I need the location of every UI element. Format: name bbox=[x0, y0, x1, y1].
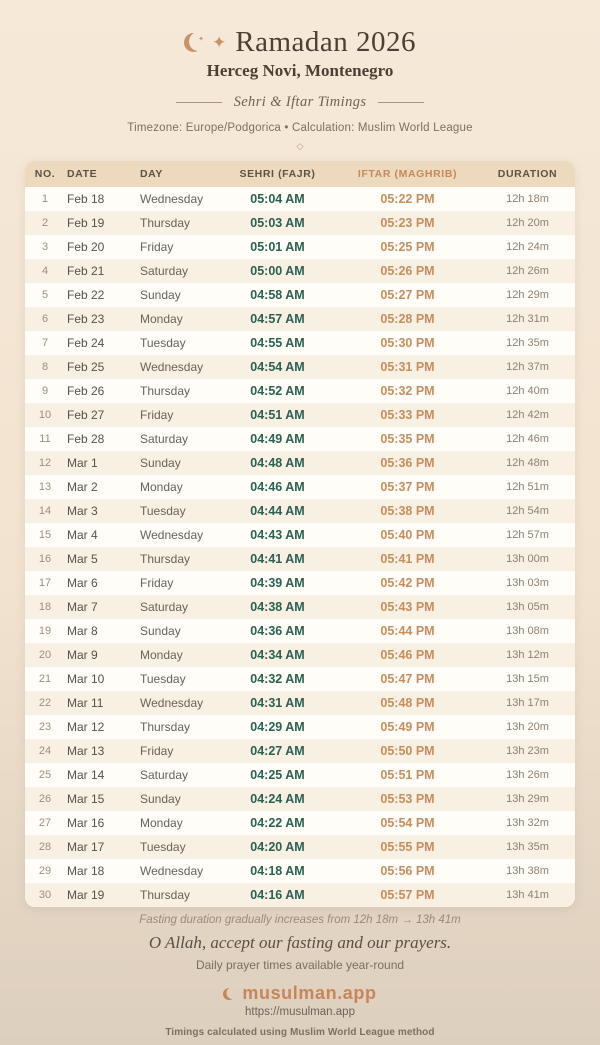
iftar-time-cell: 05:36 PM bbox=[380, 456, 435, 470]
table-row bbox=[25, 883, 575, 907]
row-number-cell: 17 bbox=[38, 577, 52, 589]
date-cell: Mar 3 bbox=[67, 504, 98, 518]
date-cell: Feb 22 bbox=[67, 288, 105, 302]
table-row bbox=[25, 451, 575, 475]
sehri-time-cell: 05:03 AM bbox=[250, 216, 305, 230]
duration-cell: 13h 35m bbox=[506, 841, 549, 853]
row-number-cell: 3 bbox=[41, 241, 49, 253]
iftar-time-cell: 05:56 PM bbox=[380, 864, 435, 878]
table-row bbox=[25, 379, 575, 403]
duration-cell: 12h 42m bbox=[506, 409, 549, 421]
table-row bbox=[25, 739, 575, 763]
iftar-time-cell: 05:47 PM bbox=[380, 672, 435, 686]
day-cell: Wednesday bbox=[140, 192, 204, 206]
day-cell: Saturday bbox=[140, 432, 189, 446]
sehri-time-cell: 05:04 AM bbox=[250, 192, 305, 206]
sehri-time-cell: 04:24 AM bbox=[250, 792, 305, 806]
table-row bbox=[25, 211, 575, 235]
date-cell: Mar 13 bbox=[67, 744, 105, 758]
row-number-cell: 5 bbox=[41, 289, 49, 301]
table-row bbox=[25, 187, 575, 211]
date-cell: Mar 7 bbox=[67, 600, 98, 614]
column-header-sehri: SEHRI (FAJR) bbox=[239, 168, 316, 180]
table-row bbox=[25, 691, 575, 715]
date-cell: Mar 2 bbox=[67, 480, 98, 494]
iftar-time-cell: 05:32 PM bbox=[380, 384, 435, 398]
table-row bbox=[25, 571, 575, 595]
table-row bbox=[25, 859, 575, 883]
date-cell: Feb 25 bbox=[67, 360, 105, 374]
sehri-time-cell: 04:25 AM bbox=[250, 768, 305, 782]
row-number-cell: 14 bbox=[38, 505, 52, 517]
availability-note: Daily prayer times available year-round bbox=[195, 958, 405, 972]
table-row bbox=[25, 331, 575, 355]
location-subtitle: Herceg Novi, Montenegro bbox=[206, 61, 394, 80]
duration-cell: 13h 17m bbox=[506, 697, 549, 709]
brand-crescent-icon bbox=[223, 988, 235, 1000]
sehri-time-cell: 04:51 AM bbox=[250, 408, 305, 422]
sehri-time-cell: 04:31 AM bbox=[250, 696, 305, 710]
iftar-time-cell: 05:51 PM bbox=[380, 768, 435, 782]
duration-cell: 13h 05m bbox=[506, 601, 549, 613]
day-cell: Friday bbox=[140, 240, 174, 254]
day-cell: Saturday bbox=[140, 768, 189, 782]
duration-cell: 13h 41m bbox=[506, 889, 549, 901]
table-row bbox=[25, 667, 575, 691]
duration-cell: 13h 15m bbox=[506, 673, 549, 685]
date-cell: Mar 8 bbox=[67, 624, 98, 638]
day-cell: Thursday bbox=[140, 384, 191, 398]
column-header-duration: DURATION bbox=[497, 168, 558, 180]
table-row bbox=[25, 283, 575, 307]
column-header-no: NO. bbox=[34, 168, 56, 180]
calculation-method-note: Timings calculated using Muslim World League method bbox=[165, 1027, 435, 1038]
sehri-time-cell: 04:41 AM bbox=[250, 552, 305, 566]
table-header-row bbox=[25, 161, 575, 187]
row-number-cell: 25 bbox=[38, 769, 52, 781]
duration-cell: 12h 54m bbox=[506, 505, 549, 517]
iftar-time-cell: 05:40 PM bbox=[380, 528, 435, 542]
day-cell: Thursday bbox=[140, 888, 191, 902]
date-cell: Mar 18 bbox=[67, 864, 105, 878]
day-cell: Friday bbox=[140, 744, 174, 758]
date-cell: Feb 27 bbox=[67, 408, 105, 422]
day-cell: Thursday bbox=[140, 216, 191, 230]
row-number-cell: 24 bbox=[38, 745, 52, 757]
table-row bbox=[25, 763, 575, 787]
date-cell: Mar 9 bbox=[67, 648, 98, 662]
date-cell: Feb 28 bbox=[67, 432, 105, 446]
sehri-time-cell: 04:43 AM bbox=[250, 528, 305, 542]
row-number-cell: 13 bbox=[38, 481, 52, 493]
table-row bbox=[25, 811, 575, 835]
row-number-cell: 26 bbox=[38, 793, 52, 805]
duration-cell: 12h 29m bbox=[506, 289, 549, 301]
row-number-cell: 12 bbox=[38, 457, 52, 469]
page-header bbox=[0, 24, 600, 60]
row-number-cell: 4 bbox=[41, 265, 49, 277]
table-row bbox=[25, 523, 575, 547]
day-cell: Sunday bbox=[140, 792, 181, 806]
iftar-time-cell: 05:38 PM bbox=[380, 504, 435, 518]
duration-cell: 12h 26m bbox=[506, 265, 549, 277]
row-number-cell: 28 bbox=[38, 841, 52, 853]
duration-cell: 12h 46m bbox=[506, 433, 549, 445]
sehri-time-cell: 05:01 AM bbox=[250, 240, 305, 254]
sehri-time-cell: 04:44 AM bbox=[250, 504, 305, 518]
sehri-time-cell: 04:39 AM bbox=[250, 576, 305, 590]
iftar-time-cell: 05:41 PM bbox=[380, 552, 435, 566]
brand-row[interactable] bbox=[0, 983, 600, 1004]
row-number-cell: 19 bbox=[38, 625, 52, 637]
date-cell: Mar 4 bbox=[67, 528, 98, 542]
row-number-cell: 6 bbox=[41, 313, 49, 325]
duration-cell: 13h 32m bbox=[506, 817, 549, 829]
sehri-time-cell: 04:20 AM bbox=[250, 840, 305, 854]
sehri-time-cell: 04:27 AM bbox=[250, 744, 305, 758]
duration-cell: 12h 51m bbox=[506, 481, 549, 493]
table-row bbox=[25, 427, 575, 451]
duration-cell: 13h 20m bbox=[506, 721, 549, 733]
sehri-time-cell: 04:58 AM bbox=[250, 288, 305, 302]
day-cell: Monday bbox=[140, 816, 183, 830]
date-cell: Mar 11 bbox=[67, 696, 104, 710]
iftar-time-cell: 05:27 PM bbox=[380, 288, 435, 302]
sehri-time-cell: 04:34 AM bbox=[250, 648, 305, 662]
day-cell: Monday bbox=[140, 648, 183, 662]
iftar-time-cell: 05:22 PM bbox=[380, 192, 435, 206]
row-number-cell: 16 bbox=[38, 553, 52, 565]
crescent-moon-icon bbox=[184, 33, 203, 52]
table-row bbox=[25, 403, 575, 427]
decorative-line-left bbox=[176, 102, 222, 103]
date-cell: Feb 18 bbox=[67, 192, 105, 206]
day-cell: Wednesday bbox=[140, 360, 204, 374]
iftar-time-cell: 05:48 PM bbox=[380, 696, 435, 710]
timings-subtitle: Sehri & Iftar Timings bbox=[233, 94, 367, 110]
day-cell: Tuesday bbox=[140, 504, 186, 518]
date-cell: Mar 1 bbox=[67, 456, 98, 470]
row-number-cell: 18 bbox=[38, 601, 52, 613]
day-cell: Tuesday bbox=[140, 336, 186, 350]
duration-cell: 12h 48m bbox=[506, 457, 549, 469]
row-number-cell: 27 bbox=[38, 817, 52, 829]
table-row bbox=[25, 547, 575, 571]
date-cell: Feb 21 bbox=[67, 264, 105, 278]
iftar-time-cell: 05:23 PM bbox=[380, 216, 435, 230]
table-row bbox=[25, 787, 575, 811]
row-number-cell: 11 bbox=[39, 433, 51, 445]
sehri-time-cell: 04:52 AM bbox=[250, 384, 305, 398]
iftar-time-cell: 05:57 PM bbox=[380, 888, 435, 902]
sehri-time-cell: 04:38 AM bbox=[250, 600, 305, 614]
sehri-time-cell: 04:57 AM bbox=[250, 312, 305, 326]
page-title: Ramadan 2026 bbox=[235, 25, 416, 58]
diamond-separator-icon: ◇ bbox=[296, 141, 304, 151]
timings-table-card bbox=[25, 161, 575, 907]
row-number-cell: 8 bbox=[41, 361, 49, 373]
iftar-time-cell: 05:31 PM bbox=[380, 360, 435, 374]
day-cell: Wednesday bbox=[140, 696, 204, 710]
duration-cell: 12h 20m bbox=[506, 217, 549, 229]
table-row bbox=[25, 355, 575, 379]
sehri-time-cell: 05:00 AM bbox=[250, 264, 305, 278]
duration-cell: 13h 00m bbox=[506, 553, 549, 565]
day-cell: Tuesday bbox=[140, 672, 186, 686]
row-number-cell: 7 bbox=[41, 337, 49, 349]
day-cell: Wednesday bbox=[140, 528, 204, 542]
row-number-cell: 9 bbox=[41, 385, 49, 397]
iftar-time-cell: 05:49 PM bbox=[380, 720, 435, 734]
iftar-time-cell: 05:42 PM bbox=[380, 576, 435, 590]
iftar-time-cell: 05:33 PM bbox=[380, 408, 435, 422]
day-cell: Monday bbox=[140, 312, 183, 326]
row-number-cell: 21 bbox=[38, 673, 52, 685]
day-cell: Sunday bbox=[140, 288, 181, 302]
fasting-duration-note: Fasting duration gradually increases from 12h 18m → 13h 41m bbox=[139, 914, 461, 926]
row-number-cell: 1 bbox=[41, 193, 49, 205]
brand-name[interactable]: musulman.app bbox=[242, 983, 377, 1003]
timings-body bbox=[25, 187, 575, 907]
date-cell: Feb 19 bbox=[67, 216, 105, 230]
day-cell: Sunday bbox=[140, 456, 181, 470]
dua-quote: O Allah, accept our fasting and our prayers. bbox=[148, 933, 452, 952]
duration-cell: 13h 08m bbox=[506, 625, 549, 637]
row-number-cell: 10 bbox=[38, 409, 52, 421]
timings-subtitle-row bbox=[0, 94, 600, 111]
duration-cell: 13h 29m bbox=[506, 793, 549, 805]
duration-cell: 13h 38m bbox=[506, 865, 549, 877]
day-cell: Thursday bbox=[140, 552, 191, 566]
iftar-time-cell: 05:37 PM bbox=[380, 480, 435, 494]
table-row bbox=[25, 235, 575, 259]
duration-cell: 12h 18m bbox=[506, 193, 549, 205]
column-header-day: DAY bbox=[140, 168, 164, 180]
day-cell: Tuesday bbox=[140, 840, 186, 854]
decorative-line-right bbox=[378, 102, 424, 103]
sehri-time-cell: 04:36 AM bbox=[250, 624, 305, 638]
row-number-cell: 30 bbox=[38, 889, 52, 901]
column-header-iftar: IFTAR (MAGHRIB) bbox=[357, 168, 458, 180]
sehri-time-cell: 04:46 AM bbox=[250, 480, 305, 494]
timezone-calculation-meta: Timezone: Europe/Podgorica • Calculation: Muslim World League bbox=[127, 122, 473, 134]
day-cell: Monday bbox=[140, 480, 183, 494]
date-cell: Mar 17 bbox=[67, 840, 105, 854]
date-cell: Feb 20 bbox=[67, 240, 105, 254]
date-cell: Mar 10 bbox=[67, 672, 105, 686]
date-cell: Mar 14 bbox=[67, 768, 105, 782]
table-row bbox=[25, 307, 575, 331]
duration-cell: 13h 03m bbox=[506, 577, 549, 589]
table-row bbox=[25, 715, 575, 739]
brand-url[interactable]: https://musulman.app bbox=[245, 1006, 355, 1018]
day-cell: Friday bbox=[140, 408, 174, 422]
iftar-time-cell: 05:26 PM bbox=[380, 264, 435, 278]
date-cell: Mar 6 bbox=[67, 576, 98, 590]
date-cell: Feb 24 bbox=[67, 336, 105, 350]
table-row bbox=[25, 499, 575, 523]
sehri-time-cell: 04:16 AM bbox=[250, 888, 305, 902]
duration-cell: 12h 37m bbox=[506, 361, 549, 373]
row-number-cell: 29 bbox=[38, 865, 52, 877]
duration-cell: 13h 23m bbox=[506, 745, 549, 757]
sehri-time-cell: 04:49 AM bbox=[250, 432, 305, 446]
sehri-time-cell: 04:55 AM bbox=[250, 336, 305, 350]
sehri-time-cell: 04:54 AM bbox=[250, 360, 305, 374]
table-row bbox=[25, 475, 575, 499]
day-cell: Friday bbox=[140, 576, 174, 590]
table-row bbox=[25, 643, 575, 667]
day-cell: Wednesday bbox=[140, 864, 204, 878]
column-header-date: DATE bbox=[67, 168, 98, 180]
iftar-time-cell: 05:53 PM bbox=[380, 792, 435, 806]
duration-cell: 12h 31m bbox=[506, 313, 549, 325]
iftar-time-cell: 05:55 PM bbox=[380, 840, 435, 854]
date-cell: Feb 26 bbox=[67, 384, 105, 398]
duration-cell: 13h 12m bbox=[506, 649, 549, 661]
duration-cell: 12h 40m bbox=[506, 385, 549, 397]
table-row bbox=[25, 595, 575, 619]
day-cell: Saturday bbox=[140, 264, 189, 278]
sehri-time-cell: 04:48 AM bbox=[250, 456, 305, 470]
duration-cell: 13h 26m bbox=[506, 769, 549, 781]
iftar-time-cell: 05:44 PM bbox=[380, 624, 435, 638]
table-row bbox=[25, 259, 575, 283]
row-number-cell: 23 bbox=[38, 721, 52, 733]
sparkle-star-icon: ✦ bbox=[211, 32, 227, 52]
date-cell: Mar 12 bbox=[67, 720, 105, 734]
sehri-time-cell: 04:29 AM bbox=[250, 720, 305, 734]
table-row bbox=[25, 619, 575, 643]
iftar-time-cell: 05:35 PM bbox=[380, 432, 435, 446]
sehri-time-cell: 04:32 AM bbox=[250, 672, 305, 686]
date-cell: Feb 23 bbox=[67, 312, 105, 326]
duration-cell: 12h 35m bbox=[506, 337, 549, 349]
iftar-time-cell: 05:54 PM bbox=[380, 816, 435, 830]
iftar-time-cell: 05:28 PM bbox=[380, 312, 435, 326]
day-cell: Thursday bbox=[140, 720, 191, 734]
iftar-time-cell: 05:25 PM bbox=[380, 240, 435, 254]
duration-cell: 12h 57m bbox=[506, 529, 549, 541]
row-number-cell: 2 bbox=[41, 217, 49, 229]
duration-cell: 12h 24m bbox=[506, 241, 549, 253]
day-cell: Sunday bbox=[140, 624, 181, 638]
date-cell: Mar 5 bbox=[67, 552, 98, 566]
date-cell: Mar 19 bbox=[67, 888, 105, 902]
row-number-cell: 22 bbox=[38, 697, 52, 709]
row-number-cell: 20 bbox=[38, 649, 52, 661]
sehri-time-cell: 04:18 AM bbox=[250, 864, 305, 878]
table-row bbox=[25, 835, 575, 859]
date-cell: Mar 16 bbox=[67, 816, 105, 830]
iftar-time-cell: 05:50 PM bbox=[380, 744, 435, 758]
iftar-time-cell: 05:30 PM bbox=[380, 336, 435, 350]
date-cell: Mar 15 bbox=[67, 792, 105, 806]
iftar-time-cell: 05:43 PM bbox=[380, 600, 435, 614]
day-cell: Saturday bbox=[140, 600, 189, 614]
iftar-time-cell: 05:46 PM bbox=[380, 648, 435, 662]
row-number-cell: 15 bbox=[38, 529, 52, 541]
sehri-time-cell: 04:22 AM bbox=[250, 816, 305, 830]
